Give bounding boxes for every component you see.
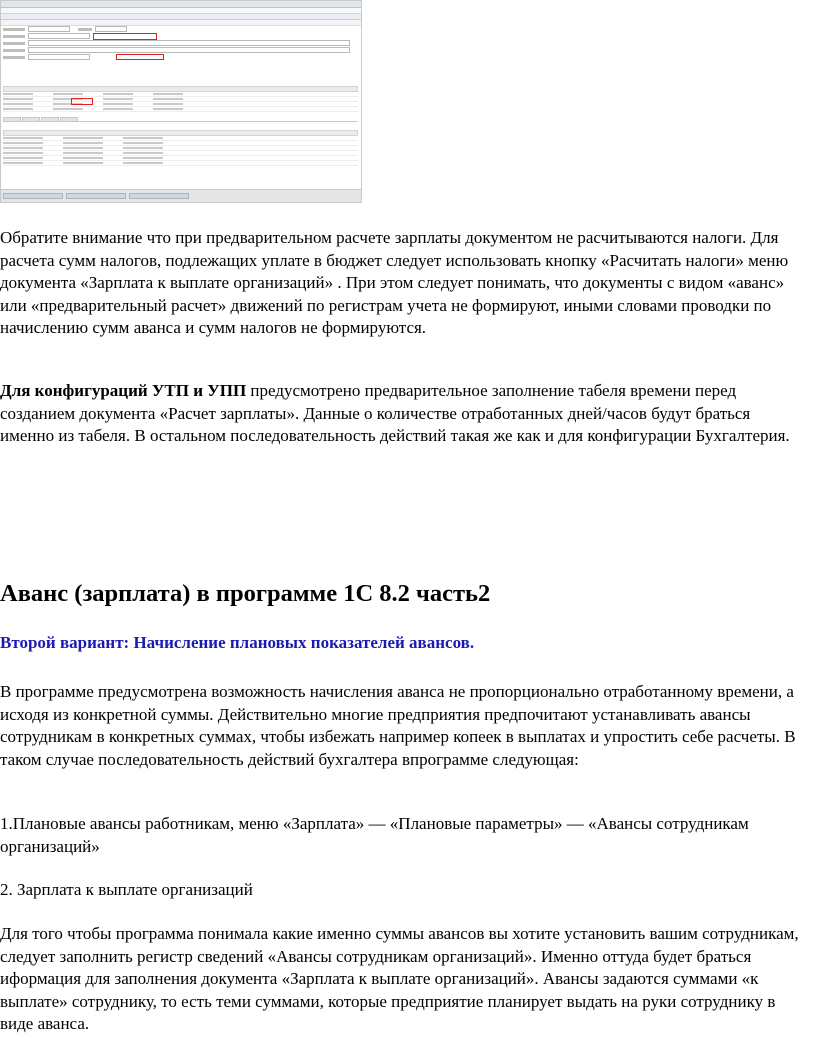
program-screenshot xyxy=(0,0,362,203)
screenshot-table-2 xyxy=(3,130,358,166)
screenshot-highlight-menu xyxy=(93,33,157,40)
section-heading: Аванс (зарплата) в программе 1С 8.2 часть2 xyxy=(0,580,491,607)
screenshot-tabs xyxy=(3,117,358,122)
paragraph-register-info: Для того чтобы программа понимала какие именно суммы авансов вы хотите установить вашим сотрудникам, следует заполнить регистр сведений «Авансы сотрудникам организаций». Именно оттуда будет браться иформация для заполнения документа «Зарплата к выплате организаций». Авансы задаются суммами «к выплате» сотруднику, то есть теми суммами, которые предприятие планирует выдать на руки сотруднику в виде аванса. xyxy=(0,924,799,1033)
paragraph-utp-upp-bold: Для конфигураций УТП и УПП xyxy=(0,381,247,400)
paragraph-step-2: 2. Зарплата к выплате организаций xyxy=(0,880,253,899)
screenshot-highlight-field xyxy=(116,54,164,60)
screenshot-titlebar xyxy=(1,1,361,8)
paragraph-utp-upp-text: предусмотрено предварительное заполнение табеля времени перед созданием документа «Расчет зарплаты». Данные о количестве отработанных дней/часов будут браться именно из табеля. В остальном последовательность действий такая же как и для конфигурации Бухгалтерия. xyxy=(0,381,790,445)
screenshot-header-fields xyxy=(3,26,358,76)
paragraph-fixed-advance: В программе предусмотрена возможность начисления аванса не пропорционально отработанному времени, а исходя из конкретной суммы. Действительно многие предприятия предпочитают устанавливать авансы сотрудникам в конкретных суммах, чтобы избежать например копеек в выплатах и упростить себе расчеты. В таком случае последовательность действий бухгалтера впрограмме следующая: xyxy=(0,682,796,769)
paragraph-utp-upp xyxy=(0,380,800,448)
section-subheading: Второй вариант: Начисление плановых показателей авансов. xyxy=(0,633,475,652)
screenshot-document-window xyxy=(1,13,361,189)
screenshot-highlight-total xyxy=(71,98,93,105)
paragraph-taxes-note: Обратите внимание что при предварительном расчете зарплаты документом не расчитываются налоги. Для расчета сумм налогов, подлежащих уплате в бюджет следует использовать кнопку «Расчитать налоги» меню документа «Зарплата к выплате организаций» . При этом следует понимать, что документы с видом «аванс» или «предварительный расчет» движений по регистрам учета не формируют, иными словами проводки по начислению сумм аванса и сумм налогов не формируются. xyxy=(0,228,789,337)
screenshot-taskbar xyxy=(1,189,361,202)
screenshot-table xyxy=(3,86,358,112)
paragraph-step-1: 1.Плановые авансы работникам, меню «Зарплата» — «Плановые параметры» — «Авансы сотрудникам организаций» xyxy=(0,814,749,856)
